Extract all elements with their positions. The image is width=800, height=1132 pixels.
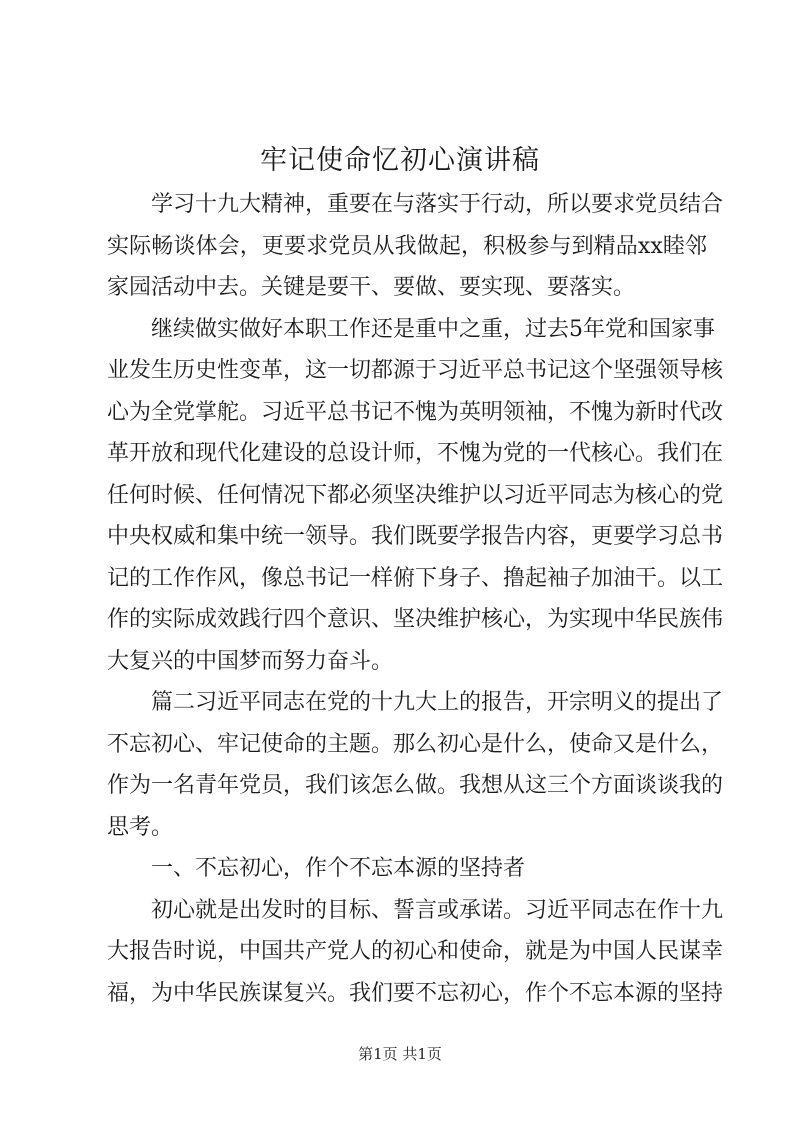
page-footer: 第1页 共1页 [358,1045,442,1063]
text-line: 实际畅谈体会，更要求党员从我做起，积极参与到精品xx睦邻 [107,233,707,259]
section-heading: 一、不忘初心，作个不忘本源的坚持者 [151,856,526,881]
text-line: 中央权威和集中统一领导。我们既要学报告内容，更要学习总书 [107,524,724,549]
text-line: 篇二习近平同志在党的十九大上的报告，开宗明义的提出了 [151,690,724,715]
document-title: 牢记使命忆初心演讲稿 [260,145,540,176]
text-line: 任何时候、任何情况下都必须坚决维护以习近平同志为核心的党 [107,482,724,508]
text-line: 不忘初心、牢记使命的主题。那么初心是什么，使命又是什么， [107,731,724,757]
text-line: 初心就是出发时的目标、誓言或承诺。习近平同志在作十九 [151,897,724,923]
text-line: 业发生历史性变革，这一切都源于习近平总书记这个坚强领导核 [107,358,724,383]
text-line: 作为一名青年党员，我们该怎么做。我想从这三个方面谈谈我的 [107,773,724,798]
document-body [107,184,724,1014]
text-line: 福，为中华民族谋复兴。我们要不忘初心，作个不忘本源的坚持 [107,980,724,1006]
text-line: 家园活动中去。关键是要干、要做、要实现、要落实。 [107,275,636,300]
text-line: 大报告时说，中国共产党人的初心和使命，就是为中国人民谋幸 [107,939,724,964]
text-line: 学习十九大精神，重要在与落实于行动，所以要求党员结合 [151,192,724,217]
text-line: 记的工作作风，像总书记一样俯下身子、撸起袖子加油干。以工 [107,565,724,591]
text-line: 作的实际成效践行四个意识、坚决维护核心，为实现中华民族伟 [107,607,724,632]
text-line: 心为全党掌舵。习近平总书记不愧为英明领袖，不愧为新时代改 [107,399,724,425]
text-line: 继续做实做好本职工作还是重中之重，过去5年党和国家事 [151,316,715,342]
text-line: 革开放和现代化建设的总设计师，不愧为党的一代核心。我们在 [107,441,724,466]
text-line: 大复兴的中国梦而努力奋斗。 [107,648,394,674]
text-line: 思考。 [107,814,174,840]
